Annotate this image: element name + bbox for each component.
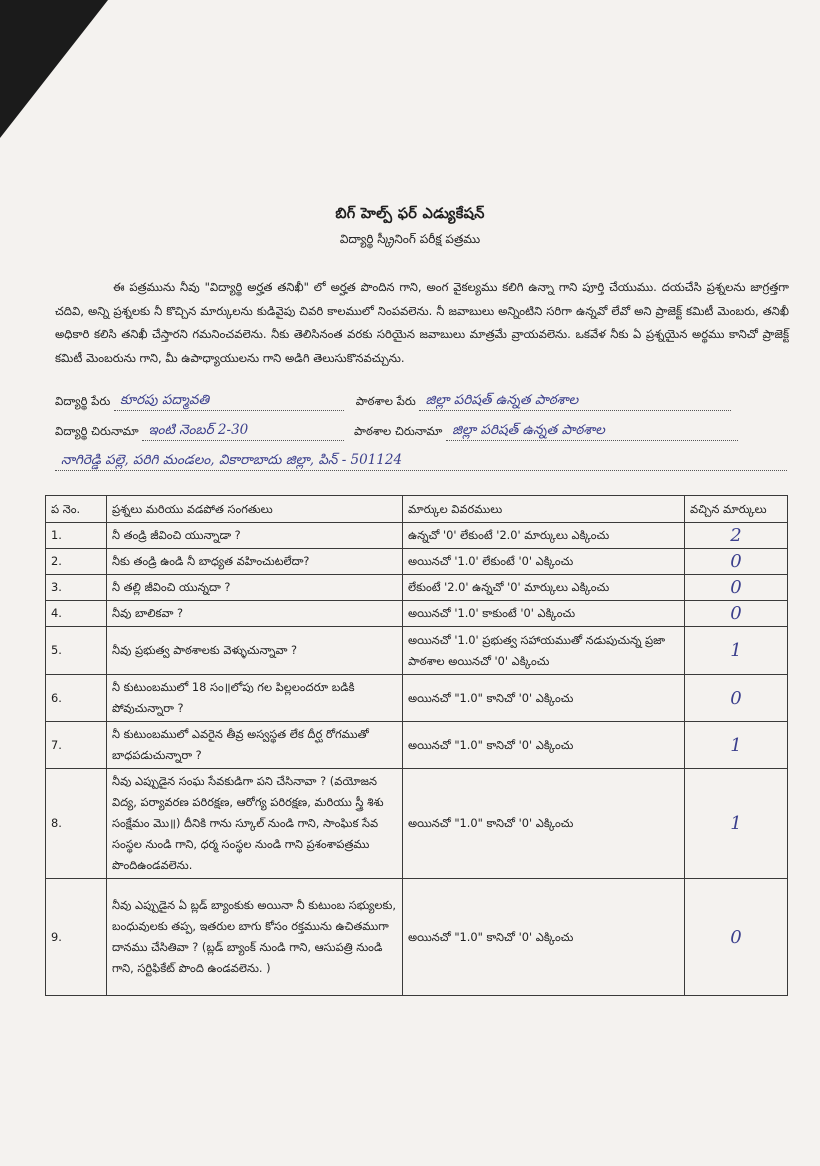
row-question: నీవు ఎప్పుడైన సంఘ సేవకుడిగా పని చేసినావా ? (వయోజన విద్య, పర్యావరణ పరిరక్షణ, ఆరోగ్య పరిరక్షణ, మరియు స్త్రీ శిశు సంక్షేమం మొ॥) దీనికి గాను స్కూల్ నుండి గాని, సాంఘిక సేవ సంస్థల నుండి గాని, ధర్మ సంస్థల నుండి గాని ప్రశంశాపత్రము పొందిఉండవలెను. bbox=[107, 769, 403, 879]
row-question: నీవు ప్రభుత్వ పాఠశాలకు వెళ్ళుచున్నావా ? bbox=[107, 627, 403, 675]
table-row bbox=[46, 627, 788, 675]
row-mark[interactable]: 0 bbox=[685, 879, 788, 996]
table-row bbox=[46, 523, 788, 549]
row-number: 7. bbox=[46, 722, 107, 769]
student-name-label: విద్యార్థి పేరు bbox=[55, 394, 111, 408]
address-row-2 bbox=[55, 450, 787, 474]
instructions-paragraph: ఈ పత్రమును నీవు "విద్యార్థి అర్హత తనిఖీ" లో అర్హత పొందిన గాని, అంగ వైకల్యము కలిగి ఉన్నా గాని పూర్తి చేయుము. దయచేసి ప్రశ్నలను జాగ్రత్తగా చదివి, అన్ని ప్రశ్నలకు నీ కొచ్చిన మార్కులను కుడివైపు చివరి కాలములో నింపవలెను. నీ జవాబులు అన్నింటిని సరిగా ఉన్నవో లేవో అని ప్రాజెక్ట్ కమిటీ మెంబరు, తనిఖీ అధికారి కలిసి తనిఖీ చేస్తారని గమనించవలెను. నీకు తెలిసినంత వరకు సరియైన జవాబులు మాత్రమే వ్రాయవలెను. ఒకవేళ నీకు ఏ ప్రశ్నయైన అర్థము కానిచో ప్రాజెక్ట్ కమిటీ మెంబరును గాని, మీ ఉపాధ్యాయులను గాని అడిగి తెలుసుకొనవచ్చును. bbox=[55, 280, 789, 365]
row-number: 1. bbox=[46, 523, 107, 549]
row-number: 5. bbox=[46, 627, 107, 675]
table-row bbox=[46, 549, 788, 575]
row-question: నీవు బాలికవా ? bbox=[107, 601, 403, 627]
header-marks-obtained: వచ్చిన మార్కులు bbox=[685, 496, 788, 523]
row-criteria: అయినచో '1.0' లేకుంటే '0' ఎక్కించు bbox=[403, 549, 685, 575]
row-criteria: అయినచో '1.0' కాకుంటే '0' ఎక్కించు bbox=[403, 601, 685, 627]
table-row bbox=[46, 879, 788, 996]
row-mark[interactable]: 0 bbox=[685, 549, 788, 575]
row-number: 2. bbox=[46, 549, 107, 575]
row-criteria: అయినచో "1.0" కానిచో '0' ఎక్కించు bbox=[403, 769, 685, 879]
row-question: నీ తండ్రి జీవించి యున్నాడా ? bbox=[107, 523, 403, 549]
row-question: నీవు ఎప్పుడైన ఏ బ్లడ్ బ్యాంకుకు అయినా నీ కుటుంబ సభ్యులకు, బంధువులకు తప్ప, ఇతరుల బాగు కోసం రక్తమును ఉచితముగా దానము చేసితివా ? (బ్లడ్ బ్యాంక్ నుండి గాని, ఆసుపత్రి నుండి గాని, సర్టిఫికేట్ పొంది ఉండవలెను. ) bbox=[107, 879, 403, 996]
row-question: నీ కుటుంబములో ఎవరైన తీవ్ర అస్వస్థత లేక దీర్ఘ రోగముతో బాధపడుచున్నారా ? bbox=[107, 722, 403, 769]
row-mark[interactable]: 1 bbox=[685, 627, 788, 675]
table-header-row bbox=[46, 496, 788, 523]
table-row bbox=[46, 601, 788, 627]
row-number: 8. bbox=[46, 769, 107, 879]
row-number: 6. bbox=[46, 675, 107, 722]
row-criteria: ఉన్నచో '0' లేకుంటే '2.0' మార్కులు ఎక్కించు bbox=[403, 523, 685, 549]
row-question: నీ తల్లి జీవించి యున్నదా ? bbox=[107, 575, 403, 601]
school-address-value[interactable]: జిల్లా పరిషత్ ఉన్నత పాఠశాల bbox=[446, 420, 738, 441]
screening-questions-table bbox=[45, 495, 788, 996]
row-question: నీ కుటుంబములో 18 సం॥లోపు గల పిల్లలందరూ బడికి పోవుచున్నారా ? bbox=[107, 675, 403, 722]
document-subtitle: విద్యార్థి స్క్రీనింగ్ పరీక్ష పత్రము bbox=[339, 232, 481, 246]
row-mark[interactable]: 1 bbox=[685, 722, 788, 769]
row-number: 3. bbox=[46, 575, 107, 601]
document-title: బిగ్ హెల్ప్ ఫర్ ఎడ్యుకేషన్ bbox=[335, 206, 485, 222]
table-row bbox=[46, 722, 788, 769]
address-line-2-value[interactable]: నాగిరెడ్డి పల్లె, పరిగి మండలం, వికారాబాదు జిల్లా, పిన్ - 501124 bbox=[55, 450, 787, 471]
row-number: 4. bbox=[46, 601, 107, 627]
row-number: 9. bbox=[46, 879, 107, 996]
document-header bbox=[0, 206, 820, 249]
table-row bbox=[46, 575, 788, 601]
row-mark[interactable]: 2 bbox=[685, 523, 788, 549]
table-row bbox=[46, 769, 788, 879]
row-criteria: అయినచో "1.0" కానిచో '0' ఎక్కించు bbox=[403, 675, 685, 722]
student-address-label: విద్యార్థి చిరునామా bbox=[55, 424, 139, 438]
row-question: నీకు తండ్రి ఉండి నీ బాధ్యత వహించుటలేదా? bbox=[107, 549, 403, 575]
student-address-value[interactable]: ఇంటి నెంబర్ 2-30 bbox=[142, 420, 344, 441]
row-criteria: అయినచో '1.0' ప్రభుత్వ సహాయముతో నడుపుచున్న ప్రజా పాఠశాల అయినచో '0' ఎక్కించు bbox=[403, 627, 685, 675]
folded-corner-shadow bbox=[0, 0, 108, 138]
row-mark[interactable]: 0 bbox=[685, 575, 788, 601]
row-mark[interactable]: 0 bbox=[685, 601, 788, 627]
row-criteria: లేకుంటే '2.0' ఉన్నచో '0' మార్కులు ఎక్కించు bbox=[403, 575, 685, 601]
school-name-value[interactable]: జిల్లా పరిషత్ ఉన్నత పాఠశాల bbox=[419, 390, 731, 411]
row-mark[interactable]: 0 bbox=[685, 675, 788, 722]
student-name-value[interactable]: కూరపు పద్మావతి bbox=[114, 390, 344, 411]
header-questions: ప్రశ్నలు మరియు వడపోత సంగతులు bbox=[107, 496, 403, 523]
row-criteria: అయినచో "1.0" కానిచో '0' ఎక్కించు bbox=[403, 879, 685, 996]
address-row bbox=[55, 420, 738, 444]
header-marks-details: మార్కుల వివరములు bbox=[403, 496, 685, 523]
header-serial-no: ప నెం. bbox=[46, 496, 107, 523]
row-criteria: అయినచో "1.0" కానిచో '0' ఎక్కించు bbox=[403, 722, 685, 769]
name-row bbox=[55, 390, 731, 414]
school-address-label: పాఠశాల చిరునామా bbox=[354, 424, 443, 438]
school-name-label: పాఠశాల పేరు bbox=[355, 394, 416, 408]
row-mark[interactable]: 1 bbox=[685, 769, 788, 879]
table-row bbox=[46, 675, 788, 722]
